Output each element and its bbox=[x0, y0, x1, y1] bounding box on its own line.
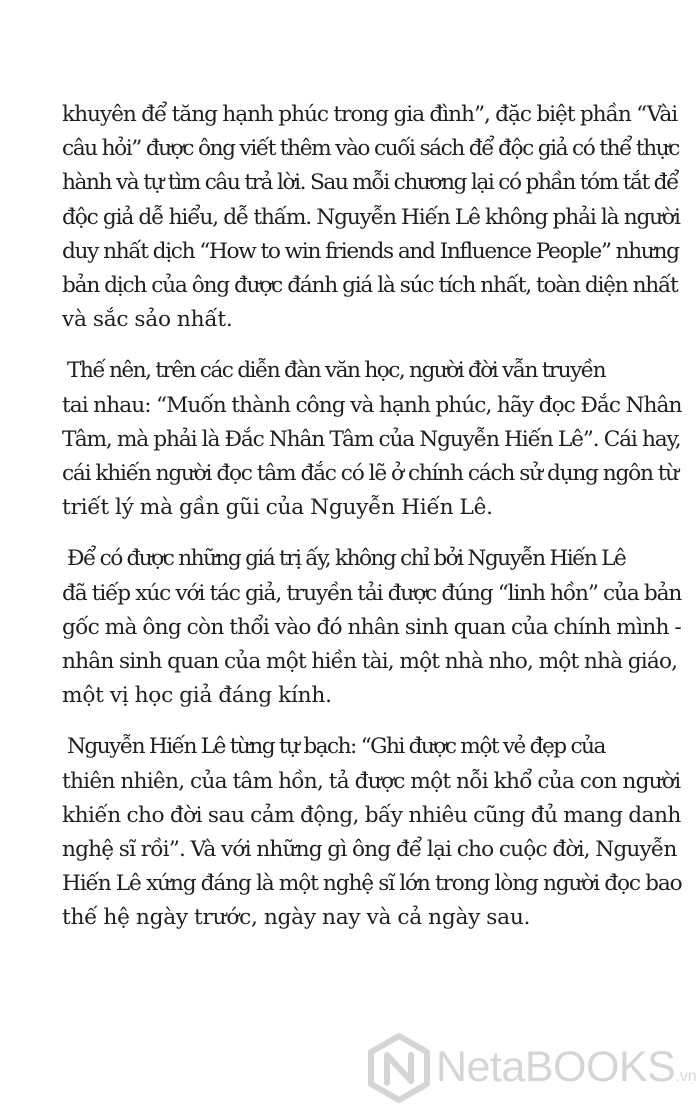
paragraph-4 bbox=[62, 730, 682, 935]
text-line: Thế nên, trên các diễn đàn văn học, người đời vẫn truyền bbox=[67, 358, 606, 384]
text-line: duy nhất dịch “How to win friends and Influence People” nhưng bbox=[62, 238, 679, 264]
text-line: đã tiếp xúc với tác giả, truyền tải được đúng “linh hồn” của bản bbox=[62, 580, 682, 606]
text-line: bản dịch của ông được đánh giá là súc tích nhất, toàn diện nhất bbox=[62, 273, 678, 299]
text-line: nhân sinh quan của một hiền tài, một nhà nho, một nhà giáo, bbox=[62, 649, 678, 675]
book-page-text bbox=[62, 98, 682, 936]
watermark bbox=[364, 1033, 697, 1103]
paragraph-3 bbox=[62, 542, 682, 713]
text-line: độc giả dễ hiểu, dễ thấm. Nguyễn Hiến Lê không phải là người bbox=[62, 204, 680, 230]
text-line: gốc mà ông còn thổi vào đó nhân sinh quan của chính mình - bbox=[62, 614, 681, 640]
paragraph-1 bbox=[62, 98, 682, 337]
text-line: triết lý mà gần gũi của Nguyễn Hiến Lê. bbox=[62, 495, 493, 521]
text-line: khuyên để tăng hạnh phúc trong gia đình”, đặc biệt phần “Vài bbox=[62, 102, 678, 127]
text-line: Hiến Lê xứng đáng là một nghệ sĩ lớn trong lòng người đọc bao bbox=[62, 871, 682, 897]
text-line: câu hỏi” được ông viết thêm vào cuối sách để độc giả có thể thực bbox=[62, 136, 679, 162]
watermark-brand-name: NetaBOOKS bbox=[436, 1043, 676, 1091]
text-line: khiến cho đời sau cảm động, bấy nhiêu cũng đủ mang danh bbox=[62, 802, 681, 828]
text-line: cái khiến người đọc tâm đắc có lẽ ở chính cách sử dụng ngôn từ bbox=[62, 461, 679, 487]
text-line: hành và tự tìm câu trả lời. Sau mỗi chương lại có phần tóm tắt để bbox=[62, 170, 679, 196]
text-line: và sắc sảo nhất. bbox=[62, 307, 233, 333]
text-line: một vị học giả đáng kính. bbox=[62, 683, 332, 709]
text-line: tai nhau: “Muốn thành công và hạnh phúc, hãy đọc Đắc Nhân bbox=[62, 392, 682, 418]
neta-logo-icon bbox=[364, 1033, 434, 1103]
text-line: thiên nhiên, của tâm hồn, tả được một nỗi khổ của con người bbox=[62, 768, 681, 794]
text-line: thế hệ ngày trước, ngày nay và cả ngày sau. bbox=[62, 905, 531, 931]
text-line: Tâm, mà phải là Đắc Nhân Tâm của Nguyễn Hiến Lê”. Cái hay, bbox=[62, 426, 681, 452]
text-line: Để có được những giá trị ấy, không chỉ bởi Nguyễn Hiến Lê bbox=[67, 546, 626, 572]
watermark-brand bbox=[436, 1043, 697, 1092]
paragraph-2 bbox=[62, 354, 682, 525]
text-line: Nguyễn Hiến Lê từng tự bạch: “Ghi được một vẻ đẹp của bbox=[67, 734, 605, 760]
watermark-domain-suffix: .vn bbox=[675, 1068, 697, 1085]
text-line: nghệ sĩ rồi”. Và với những gì ông để lại cho cuộc đời, Nguyễn bbox=[62, 837, 677, 863]
